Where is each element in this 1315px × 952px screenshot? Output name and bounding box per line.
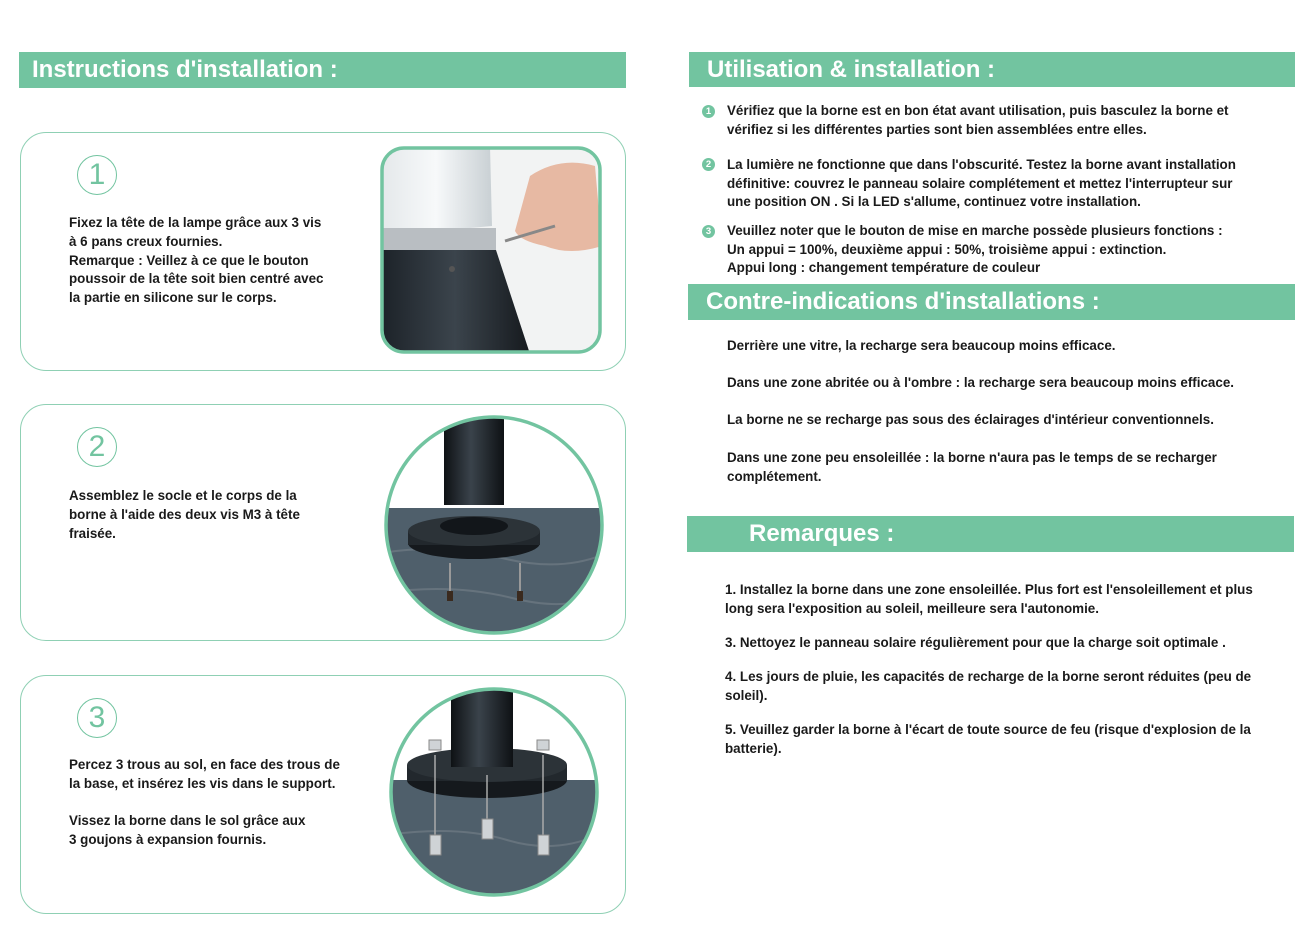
step-card-1 [20, 132, 626, 371]
remark-item-3: 4. Les jours de pluie, les capacités de recharge de la borne seront réduites (peu de soleil). [725, 669, 1252, 703]
contra-item-3: La borne ne se recharge pas sous des éclairages d'intérieur conventionnels. [727, 412, 1214, 427]
usage-bullet-1: 1 [702, 105, 715, 118]
remark-item-4: 5. Veuillez garder la borne à l'écart de toute source de feu (risque d'explosion de la batterie). [725, 722, 1251, 756]
usage-title-banner [689, 52, 1295, 87]
usage-item-3: Veuillez noter que le bouton de mise en marche possède plusieurs fonctions : Un appui = 100%, deuxième appui : 50%, troisième appui : extinction. Appui long : changement température de couleur [727, 223, 1223, 275]
remarks-title-banner [687, 516, 1294, 552]
instructions-title: Instructions d'installation : [32, 56, 338, 83]
step-number-3: 3 [77, 698, 117, 738]
step-text-1: Fixez la tête de la lampe grâce aux 3 vis à 6 pans creux fournies. Remarque : Veillez à ce que le bouton poussoir de la tête soit bien centré avec la partie en silicone sur le corps. [69, 215, 324, 306]
step-card-2 [20, 404, 626, 641]
contra-title-banner [688, 284, 1295, 320]
instructions-title-banner [19, 52, 626, 88]
ground-fixing-image [387, 685, 602, 900]
contra-item-2: Dans une zone abritée ou à l'ombre : la recharge sera beaucoup moins efficace. [727, 375, 1234, 390]
usage-bullet-2: 2 [702, 158, 715, 171]
step-number-2: 2 [77, 427, 117, 467]
step-text-2: Assemblez le socle et le corps de la borne à l'aide des deux vis M3 à tête fraisée. [69, 488, 300, 541]
lamp-head-image [380, 146, 602, 354]
remark-item-2: 3. Nettoyez le panneau solaire régulièrement pour que la charge soit optimale . [725, 635, 1226, 650]
usage-bullet-3: 3 [702, 225, 715, 238]
contra-item-4: Dans une zone peu ensoleillée : la borne n'aura pas le temps de se recharger complétement. [727, 450, 1217, 484]
step-number-1: 1 [77, 155, 117, 195]
usage-title: Utilisation & installation : [707, 55, 996, 83]
contra-item-1: Derrière une vitre, la recharge sera beaucoup moins efficace. [727, 338, 1116, 353]
step-text-3: Percez 3 trous au sol, en face des trous de la base, et insérez les vis dans le support. Vissez la borne dans le sol grâce aux 3 goujons à expansion fournis. [69, 757, 340, 848]
remarks-title: Remarques : [749, 520, 895, 547]
usage-item-2: La lumière ne fonctionne que dans l'obscurité. Testez la borne avant installation définitive: couvrez le panneau solaire complétement et mettez l'interrupteur sur une position ON . Si la LED s'allume, continuez votre installation. [727, 157, 1236, 209]
usage-item-1: Vérifiez que la borne est en bon état avant utilisation, puis basculez la borne et vérifiez si les différentes parties sont bien assemblées entre elles. [727, 103, 1229, 137]
step-card-3 [20, 675, 626, 914]
remark-item-1: 1. Installez la borne dans une zone ensoleillée. Plus fort est l'ensoleillement et plus long sera l'exposition au soleil, meilleure sera l'autonomie. [725, 582, 1253, 616]
base-assembly-image [382, 413, 607, 638]
contra-title: Contre-indications d'installations : [706, 288, 1100, 315]
